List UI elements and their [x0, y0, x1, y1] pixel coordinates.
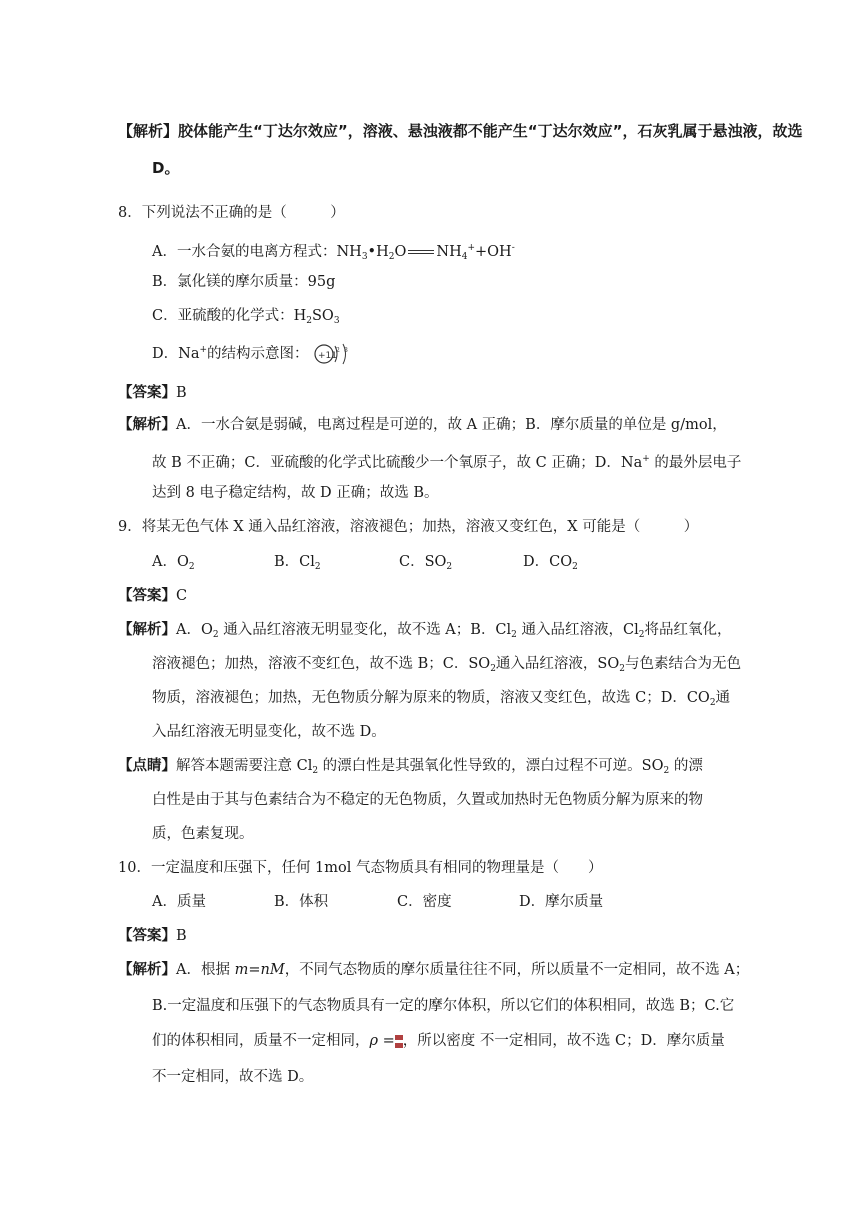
q9-option-c: C．$SO_2$ — [399, 554, 453, 572]
q8-analysis-l3: 达到 8 电子稳定结构，故 D 正确；故选 B。 — [152, 485, 439, 501]
analysis-text: 通入品红溶液无明显变化，故不选 A；B．Cl — [218, 622, 512, 638]
answer-tag: 【答案】 — [118, 928, 176, 944]
q9-answer — [118, 586, 187, 606]
tip-text: 解答本题需要注意 Cl — [176, 758, 313, 774]
q10-analysis-l4: 不一定相同，故不选 D。 — [152, 1069, 314, 1085]
q10-options — [152, 892, 603, 912]
option-text: C．SO — [399, 554, 447, 570]
reversible-arrow-icon — [408, 248, 434, 256]
q8-c-text2: SO — [311, 308, 334, 324]
q10-analysis-l2: B.一定温度和压强下的气态物质具有一定的摩尔体积，所以它们的体积相同，故选 B；C.它 — [152, 998, 735, 1014]
q8-stem: 8．下列说法不正确的是（ ） — [118, 205, 345, 221]
analysis-text: 们的体积相同，质量不一定相同， — [152, 1033, 370, 1049]
svg-text:2: 2 — [336, 347, 340, 354]
analysis-text: 通 — [715, 690, 731, 706]
analysis-text: 与色素结合为无色 — [624, 656, 741, 672]
q8-analysis-l2: 故 B 不正确；C．亚硫酸的化学式比硫酸少一个氧原子，故 C 正确；D．Na+ 的最外层电子 — [152, 454, 742, 471]
q9-stem: 9．将某无色气体 X 通入品红溶液，溶液褪色；加热，溶液又变红色，X 可能是（ ） — [118, 519, 699, 535]
q9-option-b: B．$Cl_2$ — [274, 554, 321, 572]
analysis-text: ，所以密度 不一定相同，故不选 C；D．摩尔质量 — [402, 1033, 725, 1049]
analysis-text: 将品红氧化， — [644, 622, 732, 638]
answer-tag: 【答案】 — [118, 385, 176, 401]
q8-c-text1: C．亚硫酸的化学式：H — [152, 308, 307, 324]
answer-value: B — [176, 928, 187, 944]
q10-option-a: A．质量 — [152, 894, 206, 910]
q9-analysis-l1: 【解析】A．$O_2$ 通入品红溶液无明显变化，故不选 A；B．$Cl_2$ 通入品红溶液，$Cl_2$将品红氧化， — [118, 622, 732, 640]
q8-option-a: A．一水合氨的电离方程式：$NH_3•H_2O$ $NH_4^++OH^-$ — [152, 243, 515, 262]
analysis-tag: 【解析】 — [118, 417, 176, 433]
q10-answer — [118, 926, 187, 946]
q8-answer — [118, 383, 187, 403]
analysis-text: A．O — [176, 622, 213, 638]
q9-analysis-l4: 入品红溶液无明显变化，故不选 D。 — [152, 724, 386, 740]
answer-value: B — [176, 385, 187, 401]
atom-structure-icon — [313, 341, 355, 367]
q10-option-d: D．摩尔质量 — [519, 894, 604, 910]
analysis-text: 故 B 不正确；C．亚硫酸的化学式比硫酸少一个氧原子，故 C 正确；D．Na — [152, 455, 643, 471]
option-text: A．O — [152, 554, 189, 570]
tip-text: 的漂 — [669, 758, 703, 774]
top-analysis-line2: D。 — [152, 159, 180, 177]
rho-formula: ρ = — [369, 1033, 395, 1049]
fraction-m-over-v-icon — [395, 1030, 403, 1052]
q8-option-d: D．Na+的结构示意图： +11 2 8 — [152, 340, 355, 367]
answer-value: C — [176, 588, 188, 604]
q8-option-c: C．亚硫酸的化学式：$H_2SO_3$ — [152, 308, 340, 326]
q8-analysis-l1 — [118, 415, 727, 435]
analysis-tag: 【解析】 — [118, 622, 176, 638]
tip-tag: 【点睛】 — [118, 758, 176, 774]
q9-tip-l2: 白性是由于其与色素结合为不稳定的无色物质，久置或加热时无色物质分解为原来的物 — [152, 792, 703, 808]
analysis-tag: 【解析】 — [118, 122, 179, 140]
analysis-text: 溶液褪色；加热，溶液不变红色，故不选 B；C．SO — [152, 656, 491, 672]
svg-text:8: 8 — [344, 347, 348, 354]
q9-tip-l1: 【点睛】解答本题需要注意 $Cl_2$ 的漂白性是其强氧化性导致的，漂白过程不可逆。$SO_2$ 的漂 — [118, 758, 703, 776]
analysis-text: A．根据 — [176, 962, 235, 978]
q10-analysis-l3 — [152, 1030, 725, 1052]
q9-analysis-l3: 物质，溶液褪色；加热，无色物质分解为原来的物质，溶液又变红色，故选 C；D．$CO_2$通 — [152, 690, 731, 708]
analysis-text: 通入品红溶液，SO — [495, 656, 620, 672]
svg-text:+11: +11 — [318, 351, 338, 361]
q10-option-b: B．体积 — [274, 894, 329, 910]
top-analysis-line1 — [118, 121, 802, 141]
q9-option-a: A．$O_2$ — [152, 554, 195, 572]
q9-option-d: D．$CO_2$ — [523, 554, 578, 572]
analysis-tag: 【解析】 — [118, 962, 176, 978]
q8-d-text2: 的结构示意图： — [207, 346, 309, 362]
analysis-text: ，不同气态物质的摩尔质量往往不同，所以质量不一定相同，故不选 A； — [284, 962, 750, 978]
q8-d-text1: D．Na — [152, 346, 200, 362]
q10-option-c: C．密度 — [397, 894, 452, 910]
q10-analysis-l1 — [118, 960, 749, 980]
tip-text: 的漂白性是其强氧化性导致的，漂白过程不可逆。SO — [318, 758, 664, 774]
analysis-text: 胶体能产生“丁达尔效应”，溶液、悬浊液都不能产生“丁达尔效应”，石灰乳属于悬浊液，故选 — [178, 122, 803, 140]
q8-a-text3: O — [394, 244, 407, 260]
q8-a-text1: A．一水合氨的电离方程式：NH — [152, 244, 362, 260]
analysis-text: 通入品红溶液，Cl — [516, 622, 639, 638]
answer-tag: 【答案】 — [118, 588, 176, 604]
q8-a-text5: +OH — [475, 244, 512, 260]
option-text: B．Cl — [274, 554, 315, 570]
q8-a-text4: NH — [436, 244, 462, 260]
option-text: D．CO — [523, 554, 573, 570]
analysis-text: 物质，溶液褪色；加热，无色物质分解为原来的物质，溶液又变红色，故选 C；D．CO — [152, 690, 710, 706]
q9-options — [152, 552, 578, 577]
analysis-text: A．一水合氨是弱碱，电离过程是可逆的，故 A 正确；B．摩尔质量的单位是 g/mol， — [176, 417, 727, 433]
q10-stem: 10．一定温度和压强下，任何 1mol 气态物质具有相同的物理量是（ ） — [118, 860, 603, 876]
q9-tip-l3: 质，色素复现。 — [152, 826, 254, 842]
analysis-text: 的最外层电子 — [649, 455, 742, 471]
formula-m-nm: m=nM — [234, 962, 285, 978]
q8-option-b: B．氯化镁的摩尔质量：95g — [152, 274, 336, 290]
q9-analysis-l2: 溶液褪色；加热，溶液不变红色，故不选 B；C．$SO_2$通入品红溶液，$SO_2$与色素结合为无色 — [152, 656, 741, 674]
q8-a-text2: •H — [367, 244, 389, 260]
